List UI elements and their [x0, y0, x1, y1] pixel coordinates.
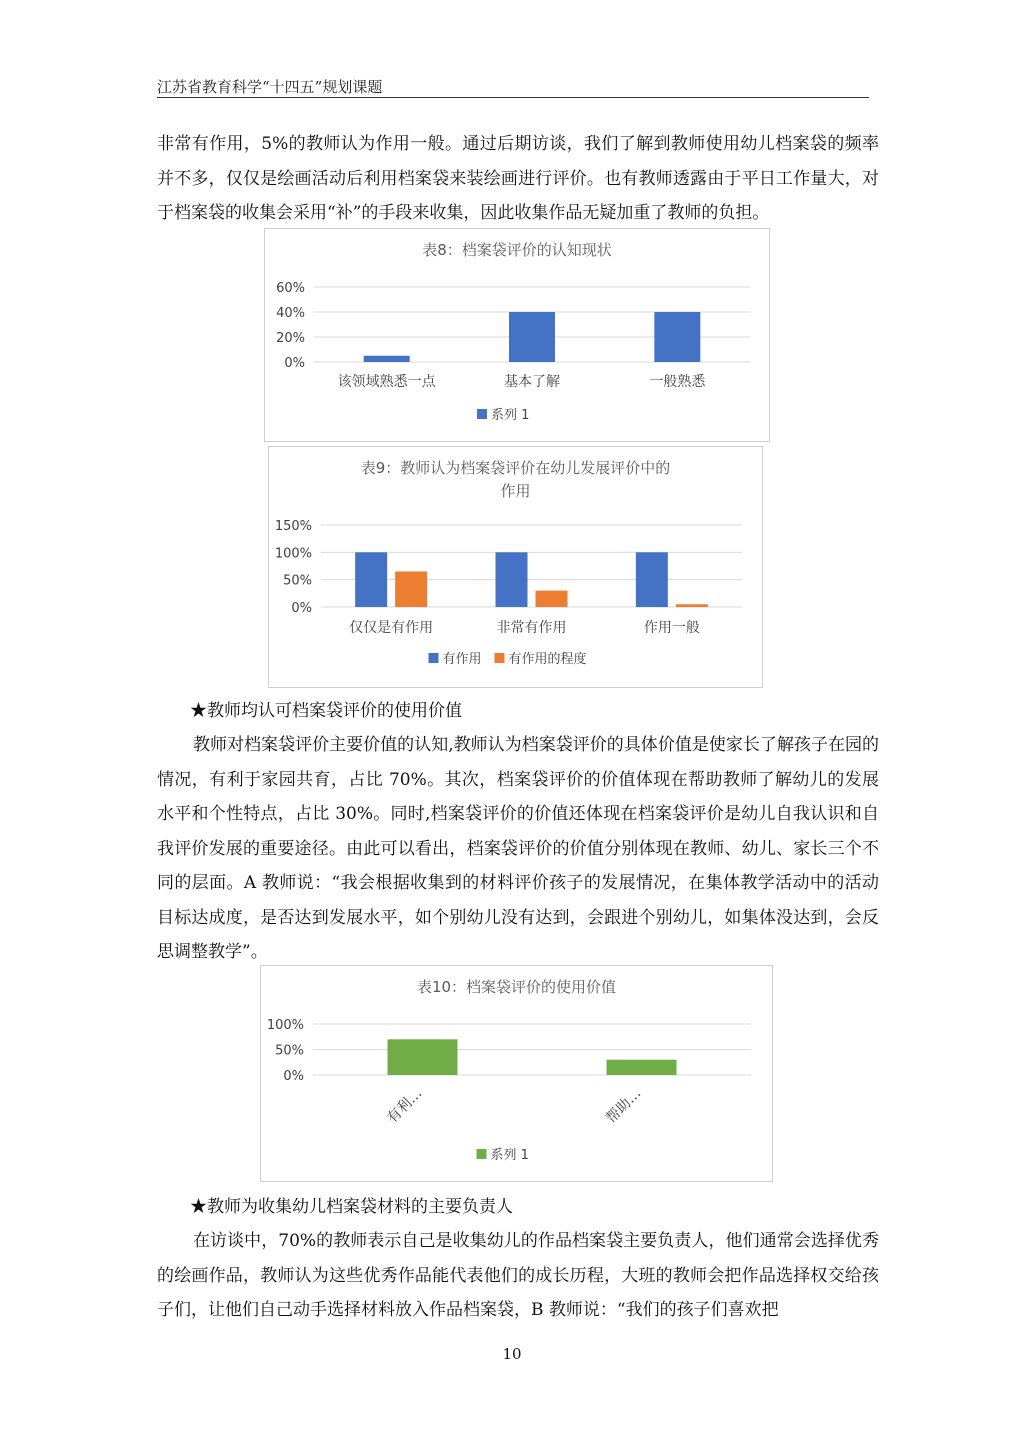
legend-label: 系列 1 [491, 408, 530, 423]
page-number: 10 [502, 1345, 522, 1363]
y-tick-label: 100% [266, 1018, 304, 1033]
y-tick-label: 50% [283, 573, 312, 589]
chart-9 [268, 446, 763, 688]
x-category-label: 基本了解 [504, 374, 560, 390]
y-tick-label: 0% [283, 1069, 304, 1084]
x-category-label: 该领域熟悉一点 [337, 374, 436, 390]
x-category-label: 有利… [384, 1085, 426, 1127]
legend-swatch [477, 409, 487, 419]
bar-series1 [636, 552, 668, 607]
x-category-label: 一般熟悉 [649, 374, 706, 390]
legend-swatch [477, 1149, 487, 1159]
bar-series1 [509, 312, 555, 362]
bar-series2 [676, 604, 708, 607]
legend-label: 有作用 [442, 652, 482, 667]
bar-series1 [355, 552, 387, 607]
bar-series1 [654, 312, 700, 362]
y-tick-label: 0% [291, 601, 312, 616]
x-category-label: 帮助… [603, 1085, 645, 1127]
chart-title: 表9：教师认为档案袋评价在幼儿发展评价中的 [360, 459, 671, 477]
bar-series2 [395, 571, 427, 607]
y-tick-label: 0% [284, 356, 305, 371]
paragraph-1: 非常有作用，5%的教师认为作用一般。通过后期访谈，我们了解到教师使用幼儿档案袋的频率并不多，仅仅是绘画活动后利用档案袋来装绘画进行评价。也有教师透露由于平日工作量大，对于档案袋的收集会采用“补”的手段来收集，因此收集作品无疑加重了教师的负担。 [157, 134, 879, 223]
paragraph-2: 教师对档案袋评价主要价值的认知,教师认为档案袋评价的具体价值是使家长了解孩子在园的情况，有利于家园共育，占比 70%。其次，档案袋评价的价值体现在帮助教师了解幼儿的发展水平和个性特点，占比 30%。同时,档案袋评价的价值还体现在档案袋评价是幼儿自我认识和自我评价发展的重要途径。由此可以看出，档案袋评价的价值分别体现在教师、幼儿、家长三个不同的层面。A 教师说：“我会根据收集到的材料评价孩子的发展情况，在集体教学活动中的活动目标达成度，是否达到发展水平，如个别幼儿没有达到，会跟进个别幼儿，如集体没达到，会反思调整教学”。 [157, 735, 879, 962]
bar-series1 [388, 1039, 458, 1075]
chart-10-svg [261, 966, 772, 1181]
legend-swatch [429, 653, 439, 663]
y-tick-label: 100% [274, 546, 312, 562]
legend-label: 系列 1 [490, 1148, 529, 1163]
chart-title: 作用 [500, 482, 531, 500]
chart-9-svg [269, 447, 762, 687]
y-tick-label: 20% [276, 331, 305, 346]
legend-swatch [495, 653, 505, 663]
header-rule [157, 97, 869, 98]
bar-series1 [607, 1060, 677, 1075]
chart-title: 表8：档案袋评价的认知现状 [422, 241, 612, 259]
chart-title: 表10：档案袋评价的使用价值 [416, 978, 617, 996]
x-category-label: 非常有作用 [496, 620, 567, 636]
y-tick-label: 60% [276, 281, 305, 296]
bar-series1 [364, 356, 410, 362]
legend-label: 有作用的程度 [508, 652, 587, 667]
bullet-heading-1: ★教师均认可档案袋评价的使用价值 [190, 701, 462, 721]
paragraph-3: 在访谈中，70%的教师表示自己是收集幼儿的作品档案袋主要负责人，他们通常会选择优秀的绘画作品，教师认为这些优秀作品能代表他们的成长历程，大班的教师会把作品选择权交给孩子们，让他们自己动手选择材料放入作品档案袋，B 教师说：“我们的孩子们喜欢把 [157, 1231, 879, 1320]
chart-8-svg [265, 229, 769, 441]
bar-series1 [496, 552, 528, 607]
x-category-label: 仅仅是有作用 [349, 620, 434, 636]
y-tick-label: 50% [275, 1043, 304, 1059]
y-tick-label: 40% [276, 306, 305, 321]
chart-8 [264, 228, 770, 442]
running-header: 江苏省教育科学“十四五”规划课题 [157, 78, 383, 96]
y-tick-label: 150% [274, 519, 312, 534]
x-category-label: 作用一般 [643, 620, 700, 636]
bullet-heading-2: ★教师为收集幼儿档案袋材料的主要负责人 [190, 1197, 513, 1217]
bar-series2 [536, 591, 568, 607]
chart-10 [260, 965, 773, 1182]
